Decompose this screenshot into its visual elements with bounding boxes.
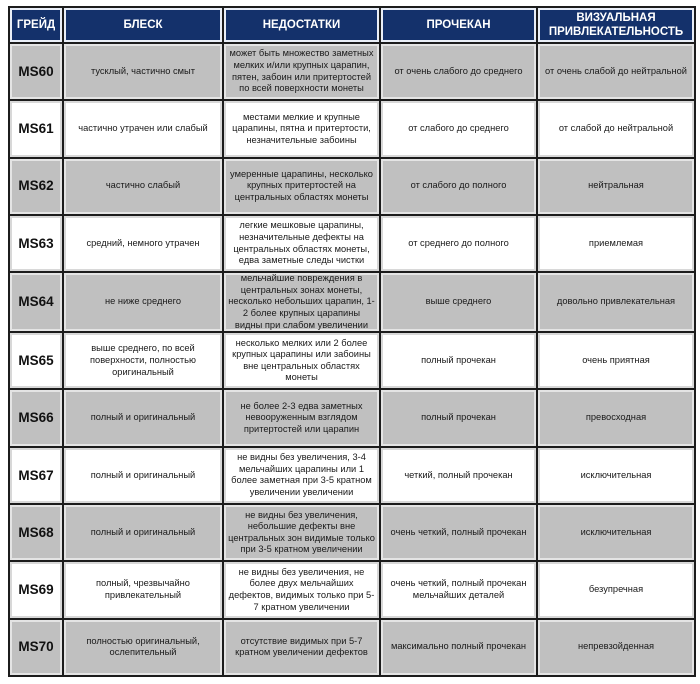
flaws-cell: мельчайшие повреждения в центральных зонах монеты, несколько небольших царапин, 1-2 более крупных царапины видны при слабом увеличении — [224, 273, 381, 333]
header-appeal: ВИЗУАЛЬНАЯ ПРИВЛЕКАТЕЛЬНОСТЬ — [538, 8, 696, 44]
luster-cell: выше среднего, по всей поверхности, полностью оригинальный — [64, 333, 224, 390]
grade-cell: MS68 — [10, 505, 64, 562]
appeal-cell: от очень слабой до нейтральной — [538, 44, 696, 101]
appeal-cell: очень приятная — [538, 333, 696, 390]
appeal-cell: нейтральная — [538, 159, 696, 216]
strike-cell: от очень слабого до среднего — [381, 44, 538, 101]
table-header — [10, 8, 696, 44]
flaws-cell: не видны без увеличения, не более двух мельчайших дефектов, видимых только при 5-7 кратном увеличении — [224, 562, 381, 619]
table-row — [10, 448, 696, 505]
luster-cell: средний, немного утрачен — [64, 216, 224, 273]
grade-cell: MS64 — [10, 273, 64, 333]
grade-cell: MS69 — [10, 562, 64, 619]
table-row — [10, 44, 696, 101]
table-row — [10, 620, 696, 677]
luster-cell: тусклый, частично смыт — [64, 44, 224, 101]
flaws-cell: не видны без увеличения, 3-4 мельчайших царапины или 1 более заметная при 3-5 кратном увеличении увеличении — [224, 448, 381, 505]
grade-cell: MS63 — [10, 216, 64, 273]
appeal-cell: исключительная — [538, 505, 696, 562]
header-row — [10, 8, 696, 44]
luster-cell: полный и оригинальный — [64, 505, 224, 562]
appeal-cell: исключительная — [538, 448, 696, 505]
table-row — [10, 333, 696, 390]
header-strike: ПРОЧЕКАН — [381, 8, 538, 44]
luster-cell: полный и оригинальный — [64, 390, 224, 447]
appeal-cell: превосходная — [538, 390, 696, 447]
appeal-cell: от слабой до нейтральной — [538, 101, 696, 158]
luster-cell: не ниже среднего — [64, 273, 224, 333]
strike-cell: максимально полный прочекан — [381, 620, 538, 677]
luster-cell: полностью оригинальный, ослепительный — [64, 620, 224, 677]
flaws-cell: может быть множество заметных мелких и/или крупных царапин, пятен, забоин или притертостей по всей поверхности монеты — [224, 44, 381, 101]
grade-cell: MS61 — [10, 101, 64, 158]
appeal-cell: непревзойденная — [538, 620, 696, 677]
luster-cell: частично утрачен или слабый — [64, 101, 224, 158]
grading-table-wrapper — [8, 6, 694, 677]
flaws-cell: отсутствие видимых при 5-7 кратном увеличении дефектов — [224, 620, 381, 677]
luster-cell: полный, чрезвычайно привлекательный — [64, 562, 224, 619]
header-flaws: НЕДОСТАТКИ — [224, 8, 381, 44]
flaws-cell: умеренные царапины, несколько крупных притертостей на центральных областях монеты — [224, 159, 381, 216]
strike-cell: полный прочекан — [381, 333, 538, 390]
flaws-cell: не более 2-3 едва заметных невооруженным взглядом притертостей или царапин — [224, 390, 381, 447]
table-row — [10, 216, 696, 273]
strike-cell: от среднего до полного — [381, 216, 538, 273]
table-row — [10, 390, 696, 447]
appeal-cell: безупречная — [538, 562, 696, 619]
table-row — [10, 562, 696, 619]
strike-cell: четкий, полный прочекан — [381, 448, 538, 505]
header-grade: ГРЕЙД — [10, 8, 64, 44]
strike-cell: от слабого до среднего — [381, 101, 538, 158]
grade-cell: MS66 — [10, 390, 64, 447]
strike-cell: полный прочекан — [381, 390, 538, 447]
grade-cell: MS62 — [10, 159, 64, 216]
strike-cell: очень четкий, полный прочекан мельчайших деталей — [381, 562, 538, 619]
grade-cell: MS65 — [10, 333, 64, 390]
table-row — [10, 101, 696, 158]
table-row — [10, 159, 696, 216]
table-body — [10, 44, 696, 677]
strike-cell: выше среднего — [381, 273, 538, 333]
luster-cell: частично слабый — [64, 159, 224, 216]
flaws-cell: местами мелкие и крупные царапины, пятна и притертости, незначительные забоины — [224, 101, 381, 158]
grade-cell: MS60 — [10, 44, 64, 101]
flaws-cell: не видны без увеличения, небольшие дефекты вне центральных зон видимые только при 3-5 кратном увеличении — [224, 505, 381, 562]
table-row — [10, 505, 696, 562]
grade-cell: MS67 — [10, 448, 64, 505]
table-row — [10, 273, 696, 333]
luster-cell: полный и оригинальный — [64, 448, 224, 505]
flaws-cell: несколько мелких или 2 более крупных царапины или забоины вне центральных областях монеты — [224, 333, 381, 390]
strike-cell: очень четкий, полный прочекан — [381, 505, 538, 562]
strike-cell: от слабого до полного — [381, 159, 538, 216]
appeal-cell: довольно привлекательная — [538, 273, 696, 333]
grading-table — [8, 6, 696, 677]
flaws-cell: легкие мешковые царапины, незначительные дефекты на центральных областях монеты, едва заметные следы чистки — [224, 216, 381, 273]
grade-cell: MS70 — [10, 620, 64, 677]
header-luster: БЛЕСК — [64, 8, 224, 44]
appeal-cell: приемлемая — [538, 216, 696, 273]
